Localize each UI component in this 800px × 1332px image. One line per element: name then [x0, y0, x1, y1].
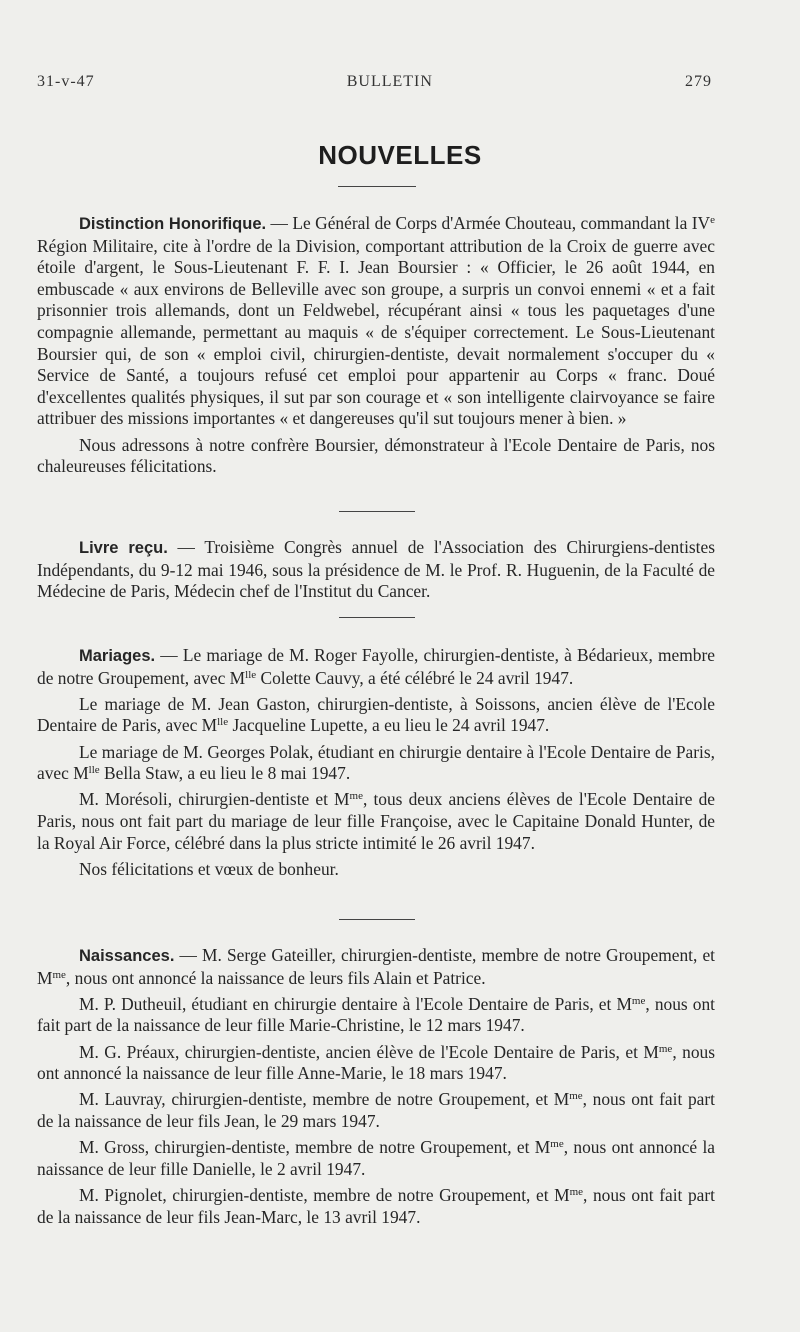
mariage-item: Le mariage de M. Jean Gaston, chirurgien-dentiste, à Soissons, ancien élève de l'Ecole Dentaire de Paris, avec $M^{lle}$ Jacqueline Lupette, a eu lieu le 24 avril 1947.	[37, 693, 715, 736]
section-divider	[339, 919, 415, 920]
livre-heading: Livre reçu.	[79, 539, 168, 557]
mariage-item: Mariages. — Le mariage de M. Roger Fayolle, chirurgien-dentiste, à Bédarieux, membre de notre Groupement, avec $M^{lle}$ Colette Cauvy, a été célébré le 24 avril 1947.	[37, 645, 715, 688]
naissances-heading: Naissances.	[79, 947, 175, 965]
mariages-congrats: Nos félicitations et vœux de bonheur.	[79, 858, 339, 879]
mariages-heading: Mariages.	[79, 647, 156, 665]
distinction-paragraph: Distinction Honorifique. — Le Général de Corps d'Armée Chouteau, commandant la IVe Région Militaire, cite à l'ordre de la Division, comportant attribution de la Croix de guerre avec étoile d'argent, le Sous-Lieutenant F. F. I. Jean Boursier : « Officier, le 26 août 1944, en embuscade « aux environs de Belleville avec son groupe, a surpris un convoi ennemi « et a fait prisonnier trois allemands, dont un Feldwebel, récupérant ainsi « tous les paquetages d'une compagnie allemande, permettant au maquis « de s'équiper correctement. Le Sous-Lieutenant Boursier qui, de son « emploi civil, chirurgien-dentiste, devait normalement s'occuper du « Service de Santé, a toujours refusé cet emploi pour appartenir au Corps « franc. Doué d'excellentes qualités physiques, il sut par son courage et « son intelligente clairvoyance se faire attribuer des missions importantes « et dangereuses qu'il sut toujours mener à bien. »	[37, 213, 715, 429]
livre-paragraph: Livre reçu. — Troisième Congrès annuel de l'Association des Chirurgiens-dentistes Indépendants, du 9-12 mai 1946, sous la présidence de M. le Prof. R. Huguenin, de la Faculté de Médecine de Paris, Médecin chef de l'Institut du Cancer.	[37, 537, 715, 602]
running-head	[37, 73, 712, 91]
distinction-section	[37, 213, 715, 478]
section-divider	[339, 511, 415, 512]
naissance-item: M. G. Préaux, chirurgien-dentiste, ancien élève de l'Ecole Dentaire de Paris, et $M^{me}$, nous ont annoncé la naissance de leur fille Anne-Marie, le 18 mars 1947.	[37, 1041, 715, 1084]
section-divider	[339, 617, 415, 618]
naissance-item: M. Pignolet, chirurgien-dentiste, membre de notre Groupement, et $M^{me}$, nous ont fait part de la naissance de leur fils Jean-Marc, le 13 avril 1947.	[37, 1184, 715, 1227]
naissance-item: M. P. Dutheuil, étudiant en chirurgie dentaire à l'Ecole Dentaire de Paris, et $M^{me}$, nous ont fait part de la naissance de leur fille Marie-Christine, le 12 mars 1947.	[37, 993, 715, 1036]
page-number: 279	[684, 73, 712, 90]
mariage-item: Le mariage de M. Georges Polak, étudiant en chirurgie dentaire à l'Ecole Dentaire de Paris, avec $M^{lle}$ Bella Staw, a eu lieu le 8 mai 1947.	[37, 741, 715, 784]
mariage-item: M. Morésoli, chirurgien-dentiste et $M^{me}$, tous deux anciens élèves de l'Ecole Dentaire de Paris, nous ont fait part du mariage de leur fille Françoise, avec le Capitaine Donald Hunter, de la Royal Air Force, célébré dans la plus stricte intimité le 26 avril 1947.	[37, 789, 715, 853]
naissance-item: M. Gross, chirurgien-dentiste, membre de notre Groupement, et $M^{me}$, nous ont annoncé la naissance de leur fille Danielle, le 2 avril 1947.	[37, 1137, 715, 1179]
naissance-item: M. Lauvray, chirurgien-dentiste, membre de notre Groupement, et $M^{me}$, nous ont fait part de la naissance de leur fils Jean, le 29 mars 1947.	[37, 1089, 715, 1131]
issue-date: 31-v-47	[37, 73, 95, 90]
distinction-heading: Distinction Honorifique.	[79, 215, 267, 233]
naissance-item: Naissances. — M. Serge Gateiller, chirurgien-dentiste, membre de notre Groupement, et $M^{me}$, nous ont annoncé la naissance de leurs fils Alain et Patrice.	[37, 945, 715, 988]
section-title: NOUVELLES	[318, 140, 482, 170]
bulletin-title: BULLETIN	[346, 73, 433, 90]
title-rule	[338, 186, 416, 187]
mariages-section	[37, 645, 715, 880]
naissances-section	[37, 945, 715, 1228]
livre-section	[37, 537, 715, 603]
distinction-congrats: Nous adressons à notre confrère Boursier, démonstrateur à l'Ecole Dentaire de Paris, nos chaleureuses félicitations.	[37, 434, 715, 477]
